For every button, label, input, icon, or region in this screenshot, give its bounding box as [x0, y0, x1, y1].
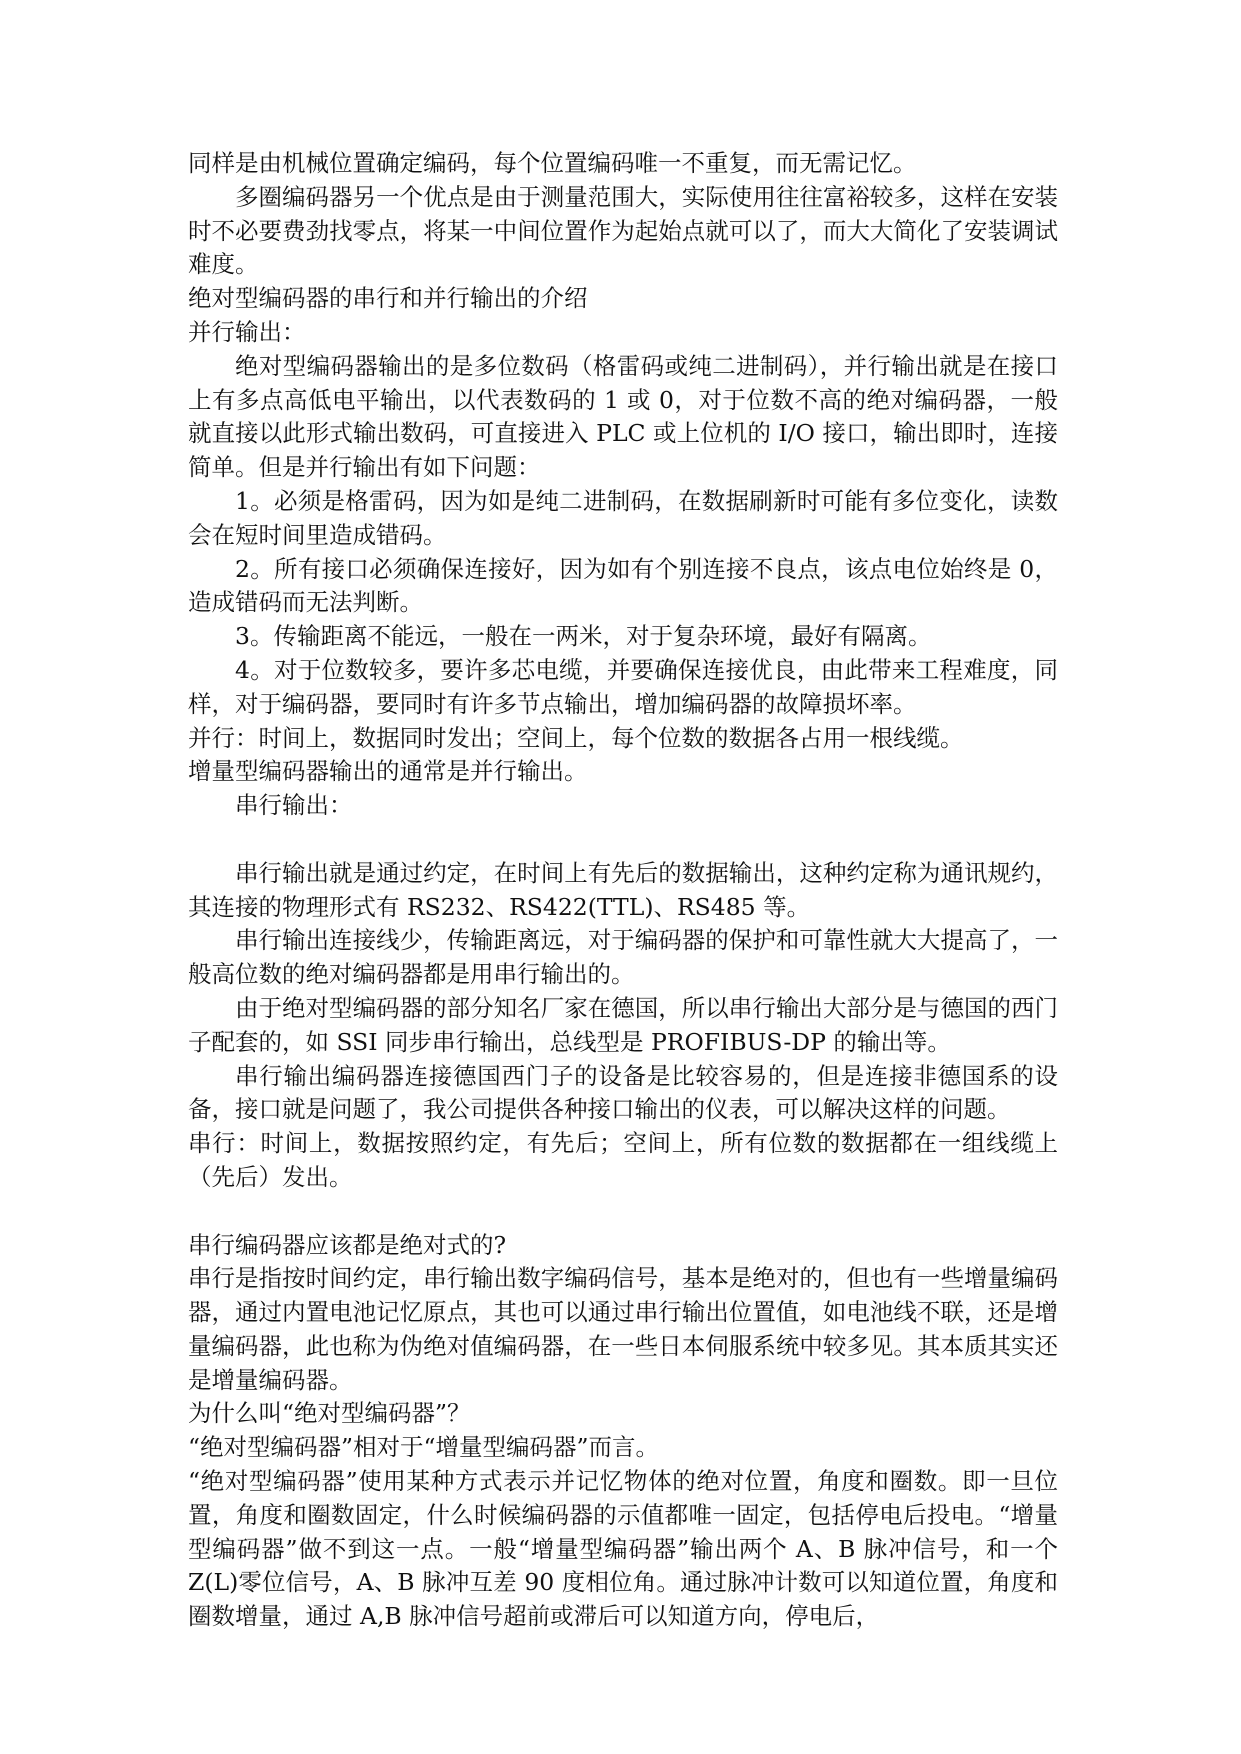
paragraph: 串行输出连接线少，传输距离远，对于编码器的保护和可靠性就大大提高了，一般高位数的绝对编码器都是用串行输出的。 — [188, 926, 1058, 989]
subheading: 串行输出： — [235, 791, 353, 820]
paragraph: 串行输出就是通过约定，在时间上有先后的数据输出，这种约定称为通讯规约，其连接的物理形式有 RS232、RS422(TTL)、RS485 等。 — [188, 858, 1058, 921]
list-item: 3。传输距离不能远，一般在一两米，对于复杂环境，最好有隔离。 — [235, 622, 932, 651]
question-heading: 为什么叫“绝对型编码器”？ — [188, 1399, 471, 1428]
blank-line — [188, 823, 1058, 857]
question-heading: 串行编码器应该都是绝对式的? — [188, 1230, 507, 1259]
paragraph: 串行是指按时间约定，串行输出数字编码信号，基本是绝对的，但也有一些增量编码器，通过内置电池记忆原点，其也可以通过串行输出位置值，如电池线不联，还是增量编码器，此也称为伪绝对值编码器，在一些日本伺服系统中较多见。其本质其实还是增量编码器。 — [188, 1264, 1058, 1394]
paragraph: 由于绝对型编码器的部分知名厂家在德国，所以串行输出大部分是与德国的西门子配套的，如 SSI 同步串行输出，总线型是 PROFIBUS-DP 的输出等。 — [188, 993, 1058, 1056]
paragraph: 多圈编码器另一个优点是由于测量范围大，实际使用往往富裕较多，这样在安装时不必要费劲找零点，将某一中间位置作为起始点就可以了，而大大简化了安装调试难度。 — [188, 182, 1058, 279]
paragraph: 并行：时间上，数据同时发出；空间上，每个位数的数据各占用一根线缆。 — [188, 723, 964, 752]
blank-line — [188, 1195, 1058, 1229]
list-item: 1。必须是格雷码，因为如是纯二进制码，在数据刷新时可能有多位变化，读数会在短时间里造成错码。 — [188, 486, 1058, 549]
document-page — [188, 147, 1058, 1634]
paragraph: 绝对型编码器输出的是多位数码（格雷码或纯二进制码），并行输出就是在接口上有多点高低电平输出，以代表数码的 1 或 0，对于位数不高的绝对编码器，一般就直接以此形式输出数码，可直接进入 PLC 或上位机的 I/O 接口，输出即时，连接简单。但是并行输出有如下问题： — [188, 351, 1058, 482]
paragraph: 串行：时间上，数据按照约定，有先后；空间上，所有位数的数据都在一组线缆上（先后）发出。 — [188, 1129, 1058, 1191]
paragraph: “绝对型编码器”相对于“增量型编码器”而言。 — [188, 1433, 660, 1462]
paragraph: “绝对型编码器”使用某种方式表示并记忆物体的绝对位置，角度和圈数。即一旦位置，角度和圈数固定，什么时候编码器的示值都唯一固定，包括停电后投电。“增量型编码器”做不到这一点。一般“增量型编码器”输出两个 A、B 脉冲信号，和一个 Z(L)零位信号，A、B 脉冲互差 90 度相位角。通过脉冲计数可以知道位置，角度和圈数增量，通过 A,B 脉冲信号超前或滞后可以知道方向，停电后， — [188, 1467, 1058, 1631]
paragraph: 串行输出编码器连接德国西门子的设备是比较容易的，但是连接非德国系的设备，接口就是问题了，我公司提供各种接口输出的仪表，可以解决这样的问题。 — [188, 1061, 1058, 1124]
section-heading: 绝对型编码器的串行和并行输出的介绍 — [188, 284, 588, 313]
subheading: 并行输出： — [188, 317, 306, 346]
list-item: 2。所有接口必须确保连接好，因为如有个别连接不良点，该点电位始终是 0，造成错码而无法判断。 — [188, 554, 1058, 617]
paragraph: 增量型编码器输出的通常是并行输出。 — [188, 757, 588, 786]
paragraph: 同样是由机械位置确定编码，每个位置编码唯一不重复，而无需记忆。 — [188, 149, 917, 177]
list-item: 4。对于位数较多，要许多芯电缆，并要确保连接优良，由此带来工程难度，同样，对于编码器，要同时有许多节点输出，增加编码器的故障损坏率。 — [188, 655, 1058, 718]
